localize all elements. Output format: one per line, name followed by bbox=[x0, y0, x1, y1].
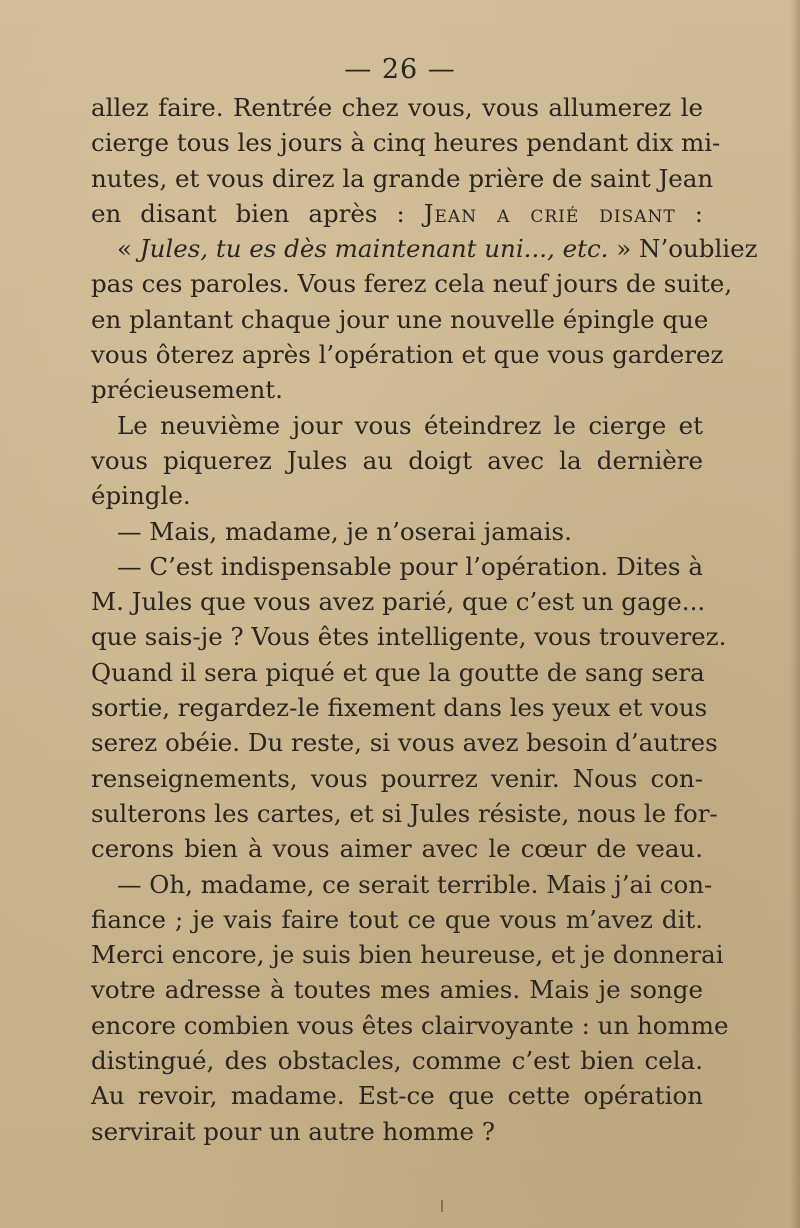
text-line: M. Jules que vous avez parié, que c’est un gage... bbox=[91, 587, 706, 617]
page-edge-shadow bbox=[790, 0, 800, 1228]
page-body-text bbox=[91, 90, 758, 1149]
text-line: vous piquerez Jules au doigt avec la dernière bbox=[91, 445, 703, 475]
text-line: Le neuvième jour vous éteindrez le cierge et bbox=[117, 410, 703, 440]
text-line: distingué, des obstacles, comme c’est bien cela. bbox=[91, 1046, 703, 1076]
italic-run: Jules, tu es dès maintenant uni..., etc. bbox=[139, 234, 609, 264]
text-line: Au revoir, madame. Est-ce que cette opération bbox=[91, 1081, 703, 1111]
text-line: servirait pour un autre homme ? bbox=[91, 1116, 495, 1146]
text-run: en disant bien après : bbox=[91, 198, 424, 228]
text-line: Merci encore, je suis bien heureuse, et je donnerai bbox=[91, 940, 724, 970]
text-line: cerons bien à vous aimer avec le cœur de veau. bbox=[91, 834, 703, 864]
text-line: cierge tous les jours à cinq heures pendant dix mi- bbox=[91, 128, 721, 158]
text-line: pas ces paroles. Vous ferez cela neuf jours de suite, bbox=[91, 269, 733, 299]
text-line: Quand il sera piqué et que la goutte de sang sera bbox=[91, 657, 705, 687]
text-run: : bbox=[675, 198, 704, 228]
quote-mark: « bbox=[117, 234, 140, 264]
text-line bbox=[91, 196, 703, 231]
text-line: que sais-je ? Vous êtes intelligente, vous trouverez. bbox=[91, 622, 727, 652]
text-line: — Oh, madame, ce serait terrible. Mais j’ai con- bbox=[117, 869, 713, 899]
text-line: épingle. bbox=[91, 481, 191, 511]
text-line: — C’est indispensable pour l’opération. Dites à bbox=[117, 551, 703, 581]
page-number: — 26 — bbox=[344, 54, 456, 85]
text-line bbox=[91, 231, 758, 266]
text-line: en plantant chaque jour une nouvelle épingle que bbox=[91, 304, 709, 334]
small-caps-run: Jean a crié disant bbox=[423, 198, 676, 228]
text-line: allez faire. Rentrée chez vous, vous allumerez le bbox=[91, 93, 703, 122]
text-line: votre adresse à toutes mes amies. Mais je songe bbox=[91, 975, 703, 1005]
text-line: fiance ; je vais faire tout ce que vous m’avez dit. bbox=[91, 904, 703, 934]
text-line: sulterons les cartes, et si Jules résiste, nous le for- bbox=[91, 798, 718, 828]
text-line: vous ôterez après l’opération et que vous garderez bbox=[91, 340, 724, 370]
text-line: sortie, regardez-le fixement dans les yeux et vous bbox=[91, 693, 708, 723]
text-run: » N’oubliez bbox=[608, 234, 758, 264]
text-line: précieusement. bbox=[91, 375, 283, 405]
text-line: — Mais, madame, je n’oserai jamais. bbox=[117, 516, 572, 546]
paper-speck bbox=[441, 1200, 443, 1212]
text-line: encore combien vous êtes clairvoyante : un homme bbox=[91, 1010, 729, 1040]
text-line: nutes, et vous direz la grande prière de saint Jean bbox=[91, 163, 714, 193]
text-line: serez obéie. Du reste, si vous avez besoin d’autres bbox=[91, 728, 718, 758]
text-line: renseignements, vous pourrez venir. Nous con- bbox=[91, 763, 703, 793]
